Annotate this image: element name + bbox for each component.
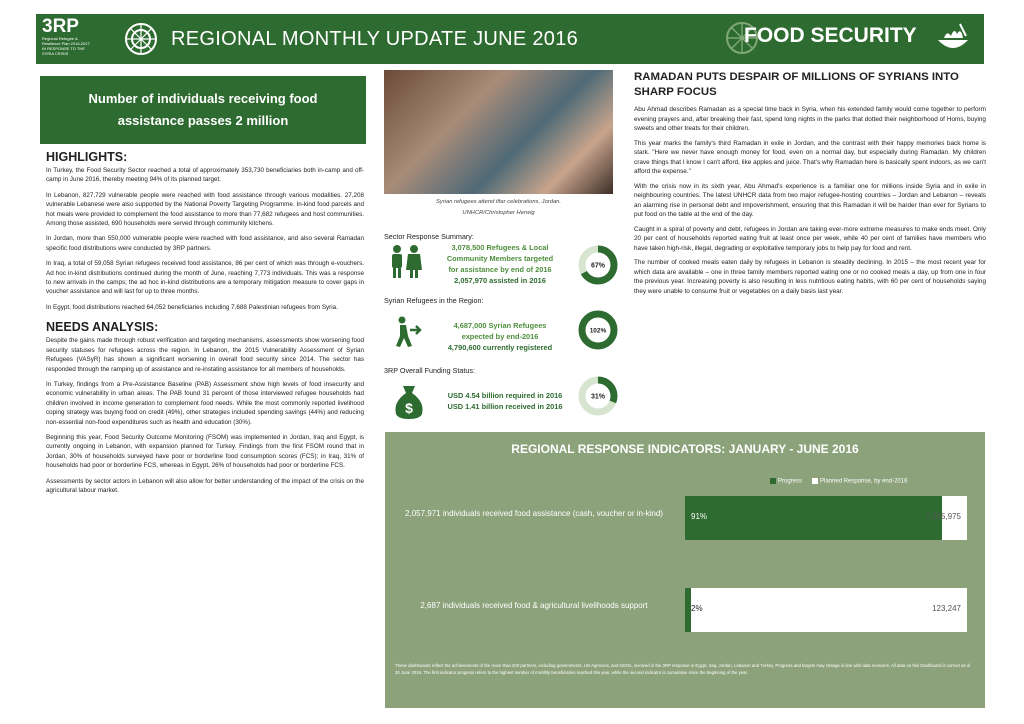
- funding-label: 3RP Overall Funding Status:: [384, 366, 475, 375]
- refugees-registered: 4,790,600 currently registered: [447, 343, 553, 352]
- headline-banner: Number of individuals receiving food assistance passes 2 million: [40, 76, 366, 144]
- article-paragraph: This year marks the family's third Ramadan in exile in Jordan, and the contrast with their happy memories back home is stark. "Here we never have enough money for food, even on a normal day, but especially during Ramadan. My children crave things that I know I can't afford, like apples and juice. That's why Ramadan here is basically spent indoors, as we can't afford the expense.": [634, 139, 986, 175]
- summary-line: 3,078,500 Refugees & Local: [451, 243, 549, 252]
- highlight-paragraph: In Iraq, a total of 59,058 Syrian refugees received food assistance, 86 per cent of which was through e-vouchers. Ad hoc in-kind distributions continued during the month of June, reaching 7,773 individuals. This was a response to new arrivals in the camps; the ad hoc in-kind distributions are a temporary mitigation measure to cover gaps in voucher assistance and will last for up to three months.: [46, 260, 364, 296]
- caption-line: Syrian refugees attend iftar celebrations, Jordan.: [435, 199, 562, 205]
- refugees-line: 4,687,000 Syrian Refugees: [453, 321, 547, 330]
- refugees-text: [430, 320, 570, 353]
- needs-paragraph: Beginning this year, Food Security Outcome Monitoring (FSOM) was implemented in Jordan, Iraq and Egypt, is currently ongoing in Lebanon, with expansion planned for Turkey. Findings from the first FSOM round that in Jordan, 30% of households surveyed have poor or borderline food consumption scores (FCS); in Iraq, 31% of households had poor or borderline FCS, whereas in Egypt, 26% of households had poor or borderline FCS.: [46, 433, 364, 470]
- funding-pct: 31%: [590, 393, 606, 401]
- indicators-panel: [385, 432, 985, 708]
- indicators-title: REGIONAL RESPONSE INDICATORS: JANUARY - JUNE 2016: [511, 442, 859, 456]
- highlight-paragraph: In Jordan, more than 550,000 vulnerable people were reached with food assistance, and also several Ramadan specific food distributions were conducted by 3RP partners.: [46, 235, 364, 252]
- funding-donut: [578, 376, 618, 416]
- indicator-bar: [685, 496, 967, 540]
- funding-required: USD 4.54 billion required in 2016: [447, 391, 563, 400]
- article-title: RAMADAN PUTS DESPAIR OF MILLIONS OF SYRIANS INTO SHARP FOCUS: [634, 71, 959, 98]
- refugees-line: expected by end-2016: [461, 332, 539, 341]
- logo-text: 3RP: [42, 16, 79, 37]
- legend-planned: Planned Response, by end-2016: [820, 478, 908, 485]
- indicator-bar: [685, 588, 967, 632]
- logo-subtext: Regional Refugee & Resilience Plan 2016-2017 IN RESPONSE TO THE SYRIA CRISIS: [42, 36, 90, 56]
- photo-iftar: [384, 70, 613, 194]
- legend-swatch-planned: [812, 478, 818, 484]
- legend-swatch-progress: [770, 478, 776, 484]
- summary-line: Community Members targeted: [446, 254, 554, 263]
- article-paragraph: Caught in a spiral of poverty and debt, refugees in Jordan are taking ever-more extreme measures to make ends meet. Only 20 per cent of households reported eating fruit at least once per week, while 40 per cent of families have members who have taken high-risk, illegal, degrading or exploitative temporary jobs to help pay for food and rent.: [634, 225, 986, 252]
- article-paragraph: The number of cooked meals eaten daily by refugees in Lebanon is steadily declining. In 2015 – the most recent year for which data are available – one in three family members reported eating one or no cooked meals a day, up from one in four the previous year. Increasing poverty is also resulting in less nutritious eating habits, with 60 per cent of households saying they were unable to consume fruit or vegetables on a daily basis last year.: [634, 259, 986, 295]
- refugees-donut: [578, 310, 618, 350]
- left-column: [46, 150, 364, 501]
- summary-text: [430, 242, 570, 286]
- indicator-pct: 91%: [691, 512, 708, 521]
- indicators-legend: [770, 478, 907, 485]
- highlights-heading: HIGHLIGHTS:: [46, 150, 128, 164]
- indicator-bar-fill: [685, 496, 942, 540]
- article-paragraph: Abu Ahmad describes Ramadan as a special time back in Syria, when his extended family would come together to perform evening prayers and, after breaking their fast, spend long nights in the parks that dotted their neighborhood of Homs, buying sweets and other treats for their children.: [634, 106, 986, 132]
- sector-title: FOOD SECURITY: [744, 24, 917, 47]
- highlight-paragraph: In Turkey, the Food Security Sector reached a total of approximately 353,730 beneficiaries both in-camp and off-camp in June 2016, thereby meeting 94% of its planned target.: [46, 167, 364, 184]
- needs-paragraph: Assessments by sector actors in Lebanon will also allow for better understanding of the impact of the crisis on the agricultural labour market.: [46, 477, 364, 494]
- summary-donut: [578, 245, 618, 285]
- highlight-paragraph: In Egypt, food distributions reached 64,052 beneficiaries including 7,688 Palestinian refugees from Syria.: [46, 303, 338, 311]
- photo-caption: [384, 197, 613, 219]
- summary-pct: 67%: [590, 262, 606, 270]
- caption-credit: UNHCR/Christopher Herwig: [462, 210, 535, 216]
- summary-line: for assistance by end of 2016: [448, 265, 552, 274]
- summary-assisted: 2,057,970 assisted in 2016: [454, 276, 546, 285]
- 3rp-logo: [42, 17, 94, 61]
- emblem-icon: [124, 22, 158, 56]
- indicator-label: 2,687 individuals received food & agricultural livelihoods support: [420, 601, 648, 610]
- legend-progress: Progress: [778, 478, 803, 485]
- indicator-target: 2,255,975: [925, 512, 961, 521]
- header-bar: [36, 14, 984, 64]
- funding-received: USD 1.41 billion received in 2016: [447, 402, 563, 411]
- svg-text:$: $: [405, 400, 413, 416]
- indicator-pct: 2%: [691, 604, 703, 613]
- indicator-label: 2,057,971 individuals received food assistance (cash, voucher or in-kind): [405, 509, 663, 518]
- needs-paragraph: In Turkey, findings from a Pre-Assistance Baseline (PAB) Assessment show high levels of food insecurity and economic vulnerability in urban areas. The PAB found 31 percent of those interviewed refugee households had children involved in income generation to complement food needs. While the most commonly reported livelihood coping strategy was buying food on credit (49%), other strategies included spending savings (44%) and reducing non-essential non-food expenditures such as health and education (30%).: [46, 380, 364, 426]
- indicator-target: 123,247: [932, 604, 961, 613]
- food-bowl-icon: [932, 20, 974, 58]
- needs-heading: NEEDS ANALYSIS:: [46, 320, 159, 335]
- money-bag-icon: [392, 384, 426, 420]
- article-paragraph: With the crisis now in its sixth year, Abu Ahmad's experience is a familiar one for millions inside Syria and in exile in neighbouring countries. The latest UNHCR data from two major refugee-hosting countries – Jordan and Lebanon – reveals an alarming rise in personal debt and impoverishment, ensuring that this Ramadan it will be harder than ever for Syrians to put food on the table at the end of the day.: [634, 182, 986, 218]
- walking-person-icon: [390, 316, 424, 350]
- funding-text: [430, 390, 580, 412]
- summary-label: Sector Response Summary:: [384, 232, 474, 241]
- highlight-paragraph: In Lebanon, 827,729 vulnerable people were reached with food assistance through various modalities. 27,208 vulnerable Lebanese were also supported by the National Poverty Targeting Programme. In-kind food parcels and hot meals were provided to complement the food assistance to more than 77,682 refugees and host communities. Among those assisted, 690 households were served through community kitchens.: [46, 191, 364, 228]
- refugees-pct: 102%: [589, 327, 607, 335]
- needs-paragraph: Despite the gains made through robust verification and targeting mechanisms, assessments show worsening food security statuses for refugees across the region. In Lebanon, the 2015 Vulnerability Assessment of Syrian Refugees (VASyR) has shown a significant worsening in overall food security since 2014. The sector has responded through the ramping up of assistance and re-instating assistance for all members of households.: [46, 337, 364, 373]
- article: [634, 70, 986, 296]
- indicators-footnote: These dashboards reflect the achievements of the more than 200 partners, including governments, UN Agencies, and NGOs, involved in the 3RP response in Egypt, Iraq, Jordan, Lebanon and Turkey. Progress and targets may change in line with data revisions. All data on this Dashboard is correct as of 30 June 2016. The first indicator progress refers to the highest number of monthly beneficiaries reached this year, while the second indicator is cumulative since the beginning of the year.: [395, 663, 971, 675]
- refugees-label: Syrian Refugees in the Region:: [384, 296, 484, 305]
- indicator-bar-fill: [685, 588, 691, 632]
- report-title: REGIONAL MONTHLY UPDATE JUNE 2016: [171, 28, 579, 50]
- people-icon: [386, 244, 426, 280]
